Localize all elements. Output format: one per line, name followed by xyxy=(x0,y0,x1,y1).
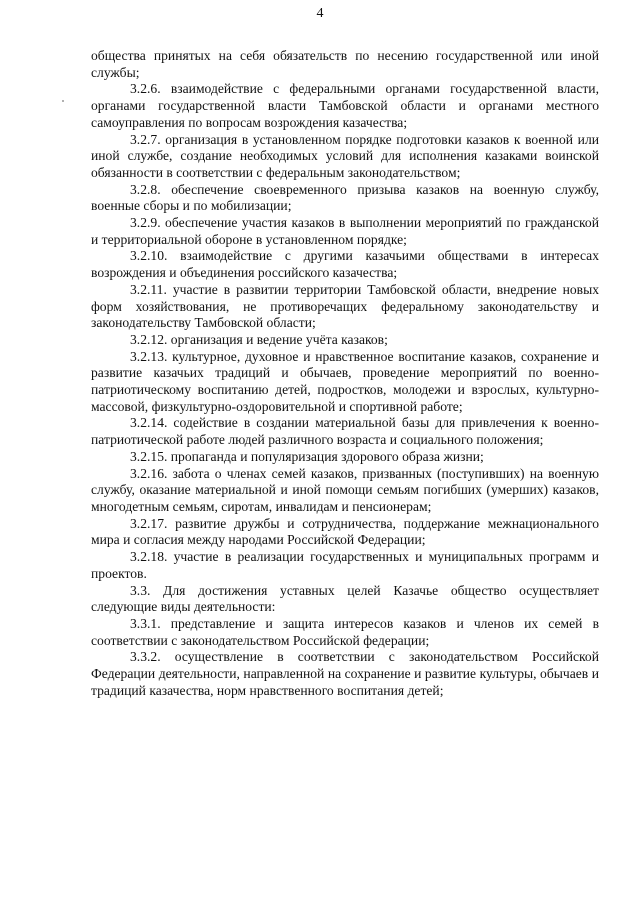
paragraph: 3.3.2. осуществление в соответствии с законодательством Российской Федерации деятельности, направленной на сохранение и развитие культуры, обычаев и традиций казачества, норм нравственного воспитания детей; xyxy=(91,649,599,698)
paragraph: 3.2.10. взаимодействие с другими казачьими обществами в интересах возрождения и объединения российского казачества; xyxy=(91,248,599,281)
paragraph: 3.2.9. обеспечение участия казаков в выполнении мероприятий по гражданской и территориальной обороне в установленном порядке; xyxy=(91,215,599,247)
paragraph: 3.2.15. пропаганда и популяризация здорового образа жизни; xyxy=(130,448,484,464)
paragraph: общества принятых на себя обязательств по несению государственной или иной службы; xyxy=(91,48,599,80)
paragraph: 3.2.13. культурное, духовное и нравственное воспитание казаков, сохранение и развитие казачьих традиций и обычаев, проведение мероприятий по военно-патриотическому воспитанию детей, подростков, молодежи и взрослых, культурно-массовой, физкультурно-оздоровительной и спортивной работе; xyxy=(91,348,599,414)
paragraph: 3.2.14. содействие в создании материальной базы для привлечения к военно-патриотической работе людей различного возраста и социального положения; xyxy=(91,415,599,448)
paragraph: 3.2.17. развитие дружбы и сотрудничества, поддержание межнационального мира и согласия между народами Российской Федерации; xyxy=(91,515,599,548)
paragraph: 3.2.18. участие в реализации государственных и муниципальных программ и проектов. xyxy=(91,549,599,581)
paragraph: 3.2.16. забота о членах семей казаков, призванных (поступивших) на военную службу, оказание материальной и иной помощи семьям погибших (умерших) казаков, многодетным семьям, сиротам, инвалидам и пенсионерам; xyxy=(91,465,599,514)
page-number: 4 xyxy=(316,6,324,21)
paragraph: 3.2.12. организация и ведение учёта казаков; xyxy=(130,331,388,347)
paragraph: 3.3. Для достижения уставных целей Казачье общество осуществляет следующие виды деятельности: xyxy=(91,582,599,615)
paragraph: 3.2.6. взаимодействие с федеральными органами государственной власти, органами государственной власти Тамбовской области и органами местного самоуправления по вопросам возрождения казачества; xyxy=(91,81,599,130)
paragraph: 3.2.11. участие в развитии территории Тамбовской области, внедрение новых форм хозяйствования, не противоречащих федеральному законодательству и законодательству Тамбовской области; xyxy=(91,281,599,331)
paragraph: 3.2.7. организация в установленном порядке подготовки казаков к военной или иной службе, создание необходимых условий для исполнения казаками воинской обязанности в соответствии с федеральным законодательством; xyxy=(91,131,599,180)
document-body xyxy=(91,48,599,699)
paragraph: 3.2.8. обеспечение своевременного призыва казаков на военную службу, военные сборы и по мобилизации; xyxy=(91,181,599,214)
scan-speck xyxy=(62,100,64,102)
paragraph: 3.3.1. представление и защита интересов казаков и членов их семей в соответствии с законодательством Российской федерации; xyxy=(91,615,599,648)
